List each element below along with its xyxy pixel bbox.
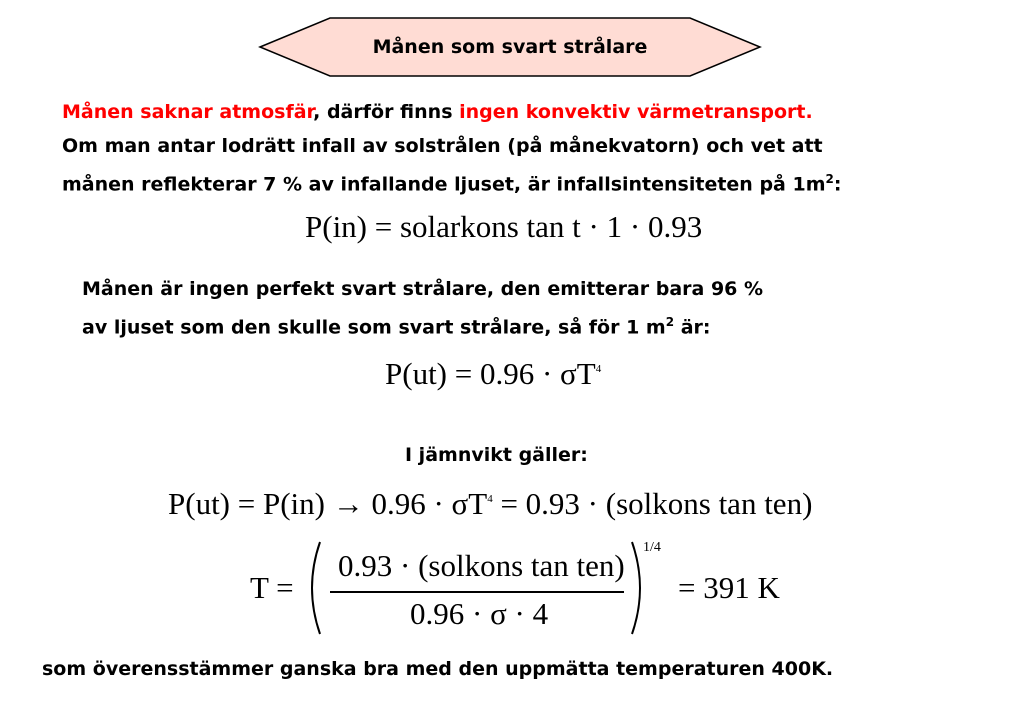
equation-equilibrium-exp: 4 (487, 493, 493, 505)
intro-line-3-sup: 2 (825, 172, 834, 186)
intro-end-1: . (805, 101, 813, 123)
equation-t-result: = 391 K (678, 570, 780, 605)
para2-line-2-text: av ljuset som den skulle som svart strålare, så för 1 m (82, 316, 666, 339)
para2-line-1: Månen är ingen perfekt svart strålare, den emitterar bara 96 % (82, 278, 764, 300)
intro-line-2: Om man antar lodrätt infall av solstrålen (på månekvatorn) och vet att (62, 135, 823, 157)
para2-line-2-end: är: (674, 316, 711, 339)
equation-p-ut-exp: 4 (595, 363, 602, 375)
fraction-denominator: 0.96 · σ · 4 (410, 596, 549, 631)
equation-p-in: P(in) = solarkons tan t · 1 · 0.93 (305, 209, 703, 244)
equation-equilibrium (168, 486, 812, 522)
equation-equilibrium-right: = 0.93 · (solkons tan ten) (492, 486, 813, 521)
equation-equilibrium-left: P(ut) = P(in) → 0.96 · σT (168, 486, 488, 521)
fraction-numerator: 0.93 · (solkons tan ten) (338, 548, 625, 583)
intro-red-1: Månen saknar atmosfär (62, 101, 314, 123)
para2-line-2 (82, 307, 710, 343)
fraction-line (330, 591, 624, 593)
intro-line-1 (62, 97, 813, 128)
equilibrium-label: I jämnvikt gäller: (405, 444, 588, 466)
intro-line-3-end: : (833, 173, 842, 196)
conclusion-text: som överensstämmer ganska bra med den uppmätta temperaturen 400K. (42, 658, 834, 680)
left-paren (302, 540, 324, 636)
intro-line-3-text: månen reflekterar 7 % av infallande ljuset, är infallsintensiteten på 1m (62, 173, 826, 196)
equation-t-lhs: T = (250, 570, 294, 605)
para2-line-2-sup: 2 (665, 315, 675, 329)
intro-mid-1: , därför finns (313, 101, 460, 123)
equation-p-ut-main: P(ut) = 0.96 · σT (385, 356, 596, 391)
intro-red-2: ingen konvektiv värmetransport (459, 101, 806, 123)
fraction-exponent: 1/4 (643, 540, 661, 555)
intro-line-3 (62, 164, 841, 200)
page-title: Månen som svart strålare (372, 36, 648, 58)
equation-p-ut (385, 356, 601, 392)
